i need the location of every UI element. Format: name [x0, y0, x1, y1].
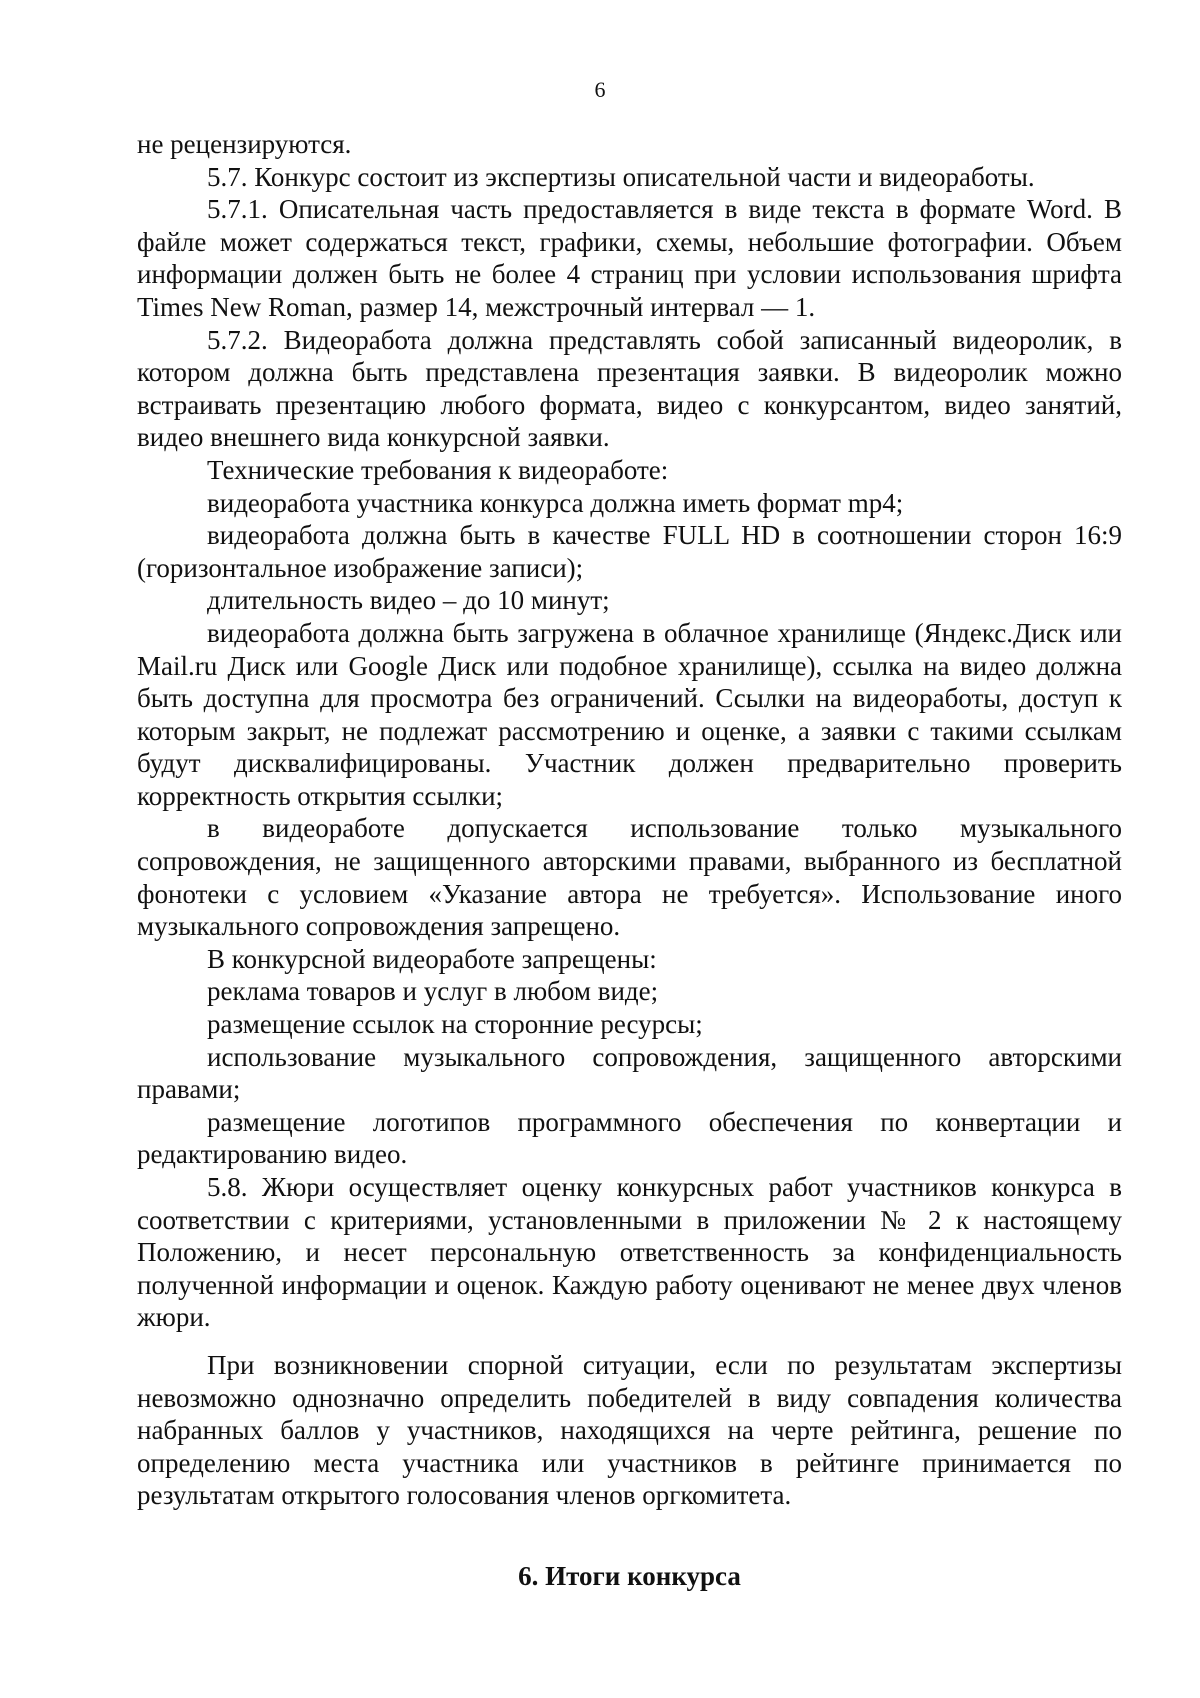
- paragraph: не рецензируются.: [137, 129, 352, 159]
- paragraph: При возникновении спорной ситуации, если по результатам экспертизы невозможно однозначно определить победителей в виду совпадения количества набранных баллов у участников, находящихся на черте рейтинга, решение по определению места участника или участников в рейтинге принимается по результатам открытого голосования членов оргкомитета.: [137, 1349, 1122, 1511]
- section-heading: 6. Итоги конкурса: [518, 1560, 741, 1591]
- paragraph: 5.7.1. Описательная часть предоставляется в виде текста в формате Word. В файле может содержаться текст, графики, схемы, небольшие фотографии. Объем информации должен быть не более 4 страниц при условии использования шрифта Times New Roman, размер 14, межстрочный интервал — 1.: [137, 194, 1122, 322]
- paragraph: в видеоработе допускается использование только музыкального сопровождения, не защищенного авторскими правами, выбранного из бесплатной фонотеки с условием «Указание автора не требуется». Использование иного музыкального сопровождения запрещено.: [137, 813, 1122, 942]
- paragraph: видеоработа должна быть загружена в облачное хранилище (Яндекс.Диск или Mail.ru Диск или Google Диск или подобное хранилище), ссылка на видео должна быть доступна для просмотра без ограничений. Ссылки на видеоработы, доступ к которым закрыт, не подлежат рассмотрению и оценке, а заявки с такими ссылкам будут дисквалифицированы. Участник должен предварительно проверить корректность открытия ссылки;: [137, 617, 1122, 811]
- page-number: 6: [594, 77, 606, 102]
- paragraph: длительность видео – до 10 минут;: [207, 585, 610, 616]
- paragraph-spacer: [137, 1334, 1122, 1349]
- paragraph: видеоработа должна быть в качестве FULL HD в соотношении сторон 16:9 (горизонтальное изображение записи);: [137, 520, 1122, 583]
- paragraph: В конкурсной видеоработе запрещены:: [207, 943, 657, 974]
- paragraph: 5.8. Жюри осуществляет оценку конкурсных работ участников конкурса в соответствии с критериями, установленными в приложении № 2 к настоящему Положению, и несет персональную ответственность за конфиденциальность полученной информации и оценок. Каждую работу оценивают не менее двух членов жюри.: [137, 1172, 1122, 1333]
- paragraph: размещение ссылок на сторонние ресурсы;: [207, 1009, 703, 1040]
- document-body: [137, 128, 1122, 1593]
- paragraph: реклама товаров и услуг в любом виде;: [207, 976, 659, 1007]
- paragraph: видеоработа участника конкурса должна иметь формат mp4;: [207, 487, 904, 518]
- paragraph: 5.7.2. Видеоработа должна представлять собой записанный видеоролик, в котором должна быть представлена презентация заявки. В видеоролик можно встраивать презентацию любого формата, видео с конкурсантом, видео занятий, видео внешнего вида конкурсной заявки.: [137, 324, 1122, 453]
- paragraph: использование музыкального сопровождения, защищенного авторскими правами;: [137, 1041, 1122, 1105]
- paragraph: размещение логотипов программного обеспечения по конвертации и редактированию видео.: [137, 1106, 1122, 1170]
- paragraph: Технические требования к видеоработе:: [207, 454, 669, 485]
- paragraph: 5.7. Конкурс состоит из экспертизы описательной части и видеоработы.: [207, 161, 1035, 192]
